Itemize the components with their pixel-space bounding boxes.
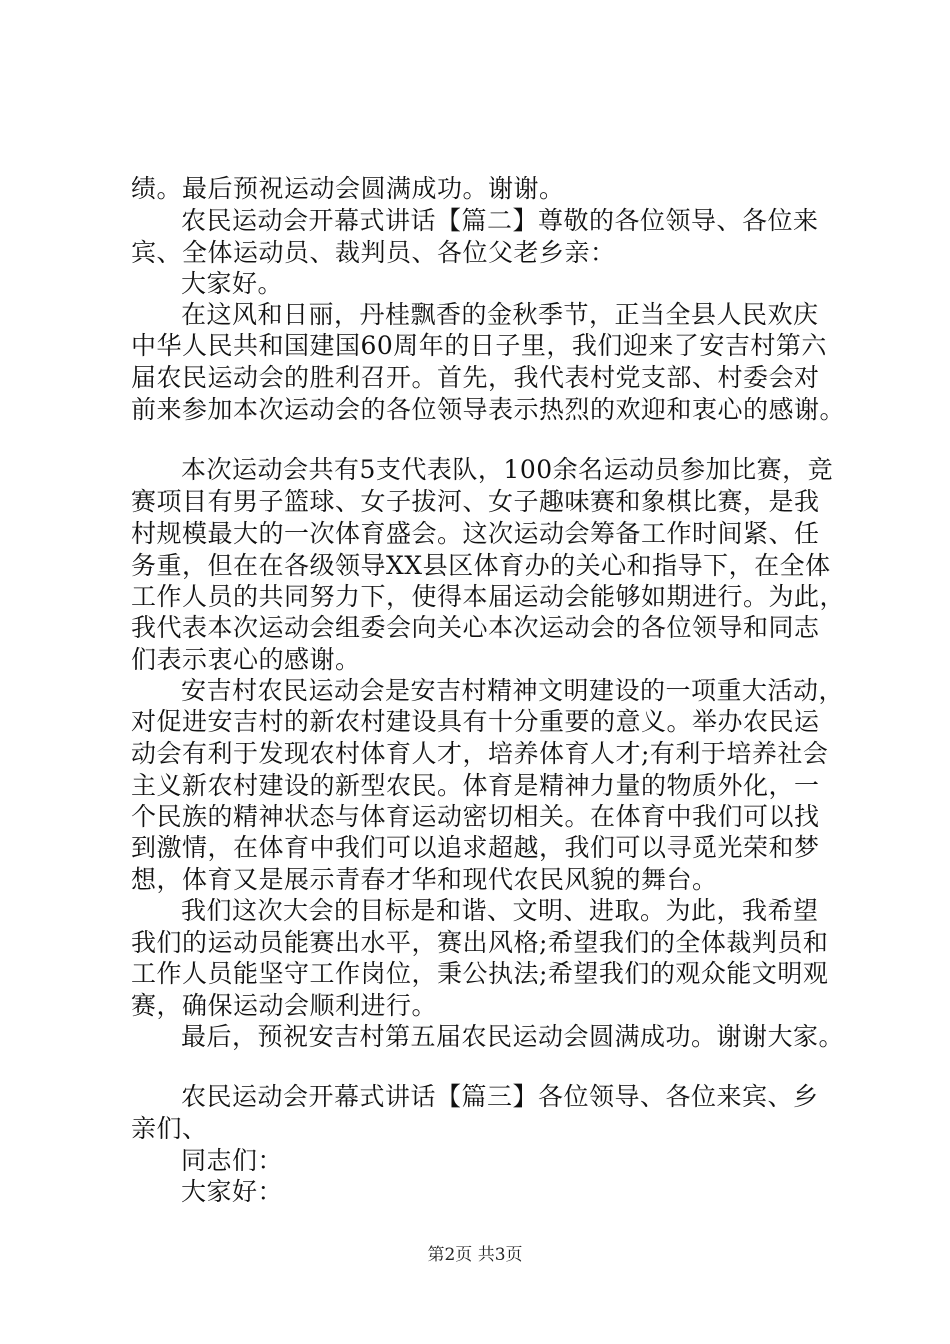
page-number-footer: 第2页 共3页	[427, 1245, 523, 1265]
text-line: 亲们、	[131, 1114, 208, 1143]
text-line: 村规模最大的一次体育盛会。这次运动会筹备工作时间紧、任	[131, 519, 820, 548]
text-line: 们表示衷心的感谢。	[131, 645, 361, 674]
text-line: 绩。最后预祝运动会圆满成功。谢谢。	[131, 174, 565, 203]
text-line: 农民运动会开幕式讲话【篇二】尊敬的各位领导、各位来	[181, 206, 819, 235]
text-line: 工作人员能坚守工作岗位，秉公执法;希望我们的观众能文明观	[131, 959, 829, 988]
text-line: 大家好：	[181, 1177, 284, 1206]
text-line: 务重，但在在各级领导XX县区体育办的关心和指导下，在全体	[131, 551, 831, 580]
text-line: 个民族的精神状态与体育运动密切相关。在体育中我们可以找	[131, 802, 820, 831]
text-line: 赛，确保运动会顺利进行。	[131, 991, 438, 1020]
text-line: 我们的运动员能赛出水平，赛出风格;希望我们的全体裁判员和	[131, 928, 829, 957]
text-line: 我代表本次运动会组委会向关心本次运动会的各位领导和同志	[131, 613, 820, 642]
text-line: 宾、全体运动员、裁判员、各位父老乡亲：	[131, 238, 616, 267]
text-line: 届农民运动会的胜利召开。首先，我代表村党支部、村委会对	[131, 363, 820, 392]
text-line: 工作人员的共同努力下，使得本届运动会能够如期进行。为此，	[131, 582, 846, 611]
text-line: 到激情，在体育中我们可以追求超越，我们可以寻觅光荣和梦	[131, 833, 820, 862]
text-line: 在这风和日丽，丹桂飘香的金秋季节，正当全县人民欢庆	[181, 300, 819, 329]
text-line: 想，体育又是展示青春才华和现代农民风貌的舞台。	[131, 865, 718, 894]
text-line: 主义新农村建设的新型农民。体育是精神力量的物质外化，一	[131, 771, 820, 800]
text-line: 我们这次大会的目标是和谐、文明、进取。为此，我希望	[181, 896, 819, 925]
text-line: 安吉村农民运动会是安吉村精神文明建设的一项重大活动，	[181, 676, 845, 705]
text-line: 本次运动会共有5支代表队，100余名运动员参加比赛，竞	[181, 455, 834, 484]
text-line: 前来参加本次运动会的各位领导表示热烈的欢迎和衷心的感谢。	[131, 395, 846, 424]
text-line: 对促进安吉村的新农村建设具有十分重要的意义。举办农民运	[131, 707, 820, 736]
text-line: 中华人民共和国建国60周年的日子里，我们迎来了安吉村第六	[131, 331, 827, 360]
text-line: 赛项目有男子篮球、女子拔河、女子趣味赛和象棋比赛，是我	[131, 487, 820, 516]
text-line: 最后，预祝安吉村第五届农民运动会圆满成功。谢谢大家。	[181, 1022, 845, 1051]
text-line: 动会有利于发现农村体育人才，培养体育人才;有利于培养社会	[131, 739, 829, 768]
text-line: 大家好。	[181, 269, 284, 298]
text-line: 同志们：	[181, 1146, 284, 1175]
text-line: 农民运动会开幕式讲话【篇三】各位领导、各位来宾、乡	[181, 1082, 819, 1111]
